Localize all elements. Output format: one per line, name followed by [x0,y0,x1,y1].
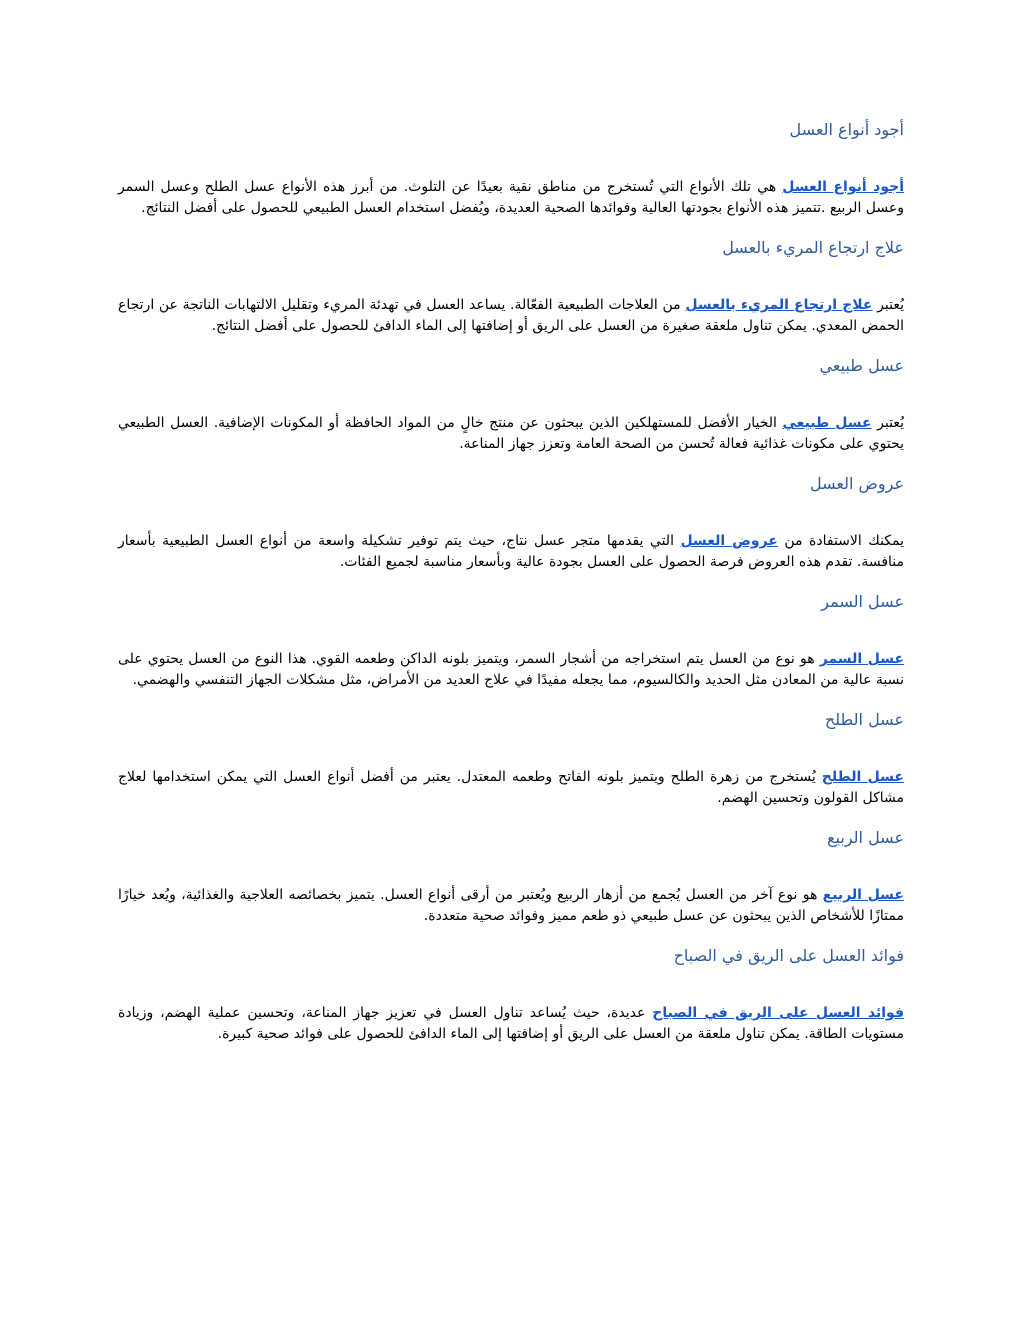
paragraph-prefix: يُعتبر [871,415,904,431]
section-spring-honey [118,826,904,927]
section-talh-honey [118,708,904,809]
section-natural-honey [118,354,904,455]
samr-honey-link[interactable]: عسل السمر [819,651,905,667]
section-honey-offers [118,472,904,573]
section-heading: أجود أنواع العسل [789,120,904,139]
best-honey-types-link[interactable]: أجود أنواع العسل [782,179,904,195]
section-heading: عروض العسل [810,474,904,493]
paragraph-text: الخيار الأفضل للمستهلكين الذين يبحثون عن منتج خالٍ من المواد الحافظة أو المكونات الإضافية. العسل الطبيعي يحتوي على مكونات غذائية فعالة تُحسن من الصحة العامة وتعزز جهاز المناعة. [118,415,904,452]
section-paragraph [118,767,904,809]
paragraph-text: التي يقدمها متجر عسل نتاج، حيث يتم توفير تشكيلة واسعة من أنواع العسل الطبيعية بأسعار منافسة. تقدم هذه العروض فرصة الحصول على العسل بجودة عالية وبأسعار مناسبة لجميع الفئات. [118,533,904,570]
morning-honey-benefits-link[interactable]: فوائد العسل على الريق في الصباح [652,1005,905,1021]
section-paragraph [118,531,904,573]
paragraph-text: عديدة، حيث يُساعد تناول العسل في تعزيز جهاز المناعة، وتحسين عملية الهضم، وزيادة مستويات الطاقة. يمكن تناول ملعقة من العسل على الريق أو إضافتها إلى الماء الدافئ للحصول على فوائد صحية كبيرة. [118,1005,904,1042]
section-best-honey-types [118,118,904,219]
paragraph-prefix: يُعتبر [872,297,905,313]
section-reflux-treatment [118,236,904,337]
section-heading: عسل الربيع [827,828,904,847]
paragraph-text: هو نوع آخر من العسل يُجمع من أزهار الربيع ويُعتبر من أرقى أنواع العسل. يتميز بخصائصه العلاجية والغذائية، ويُعد خيارًا ممتازًا للأشخاص الذين يبحثون عن عسل طبيعي ذو طعم مميز وفوائد صحية متعددة. [118,887,904,924]
paragraph-prefix: يمكنك الاستفادة من [777,533,905,549]
natural-honey-link[interactable]: عسل طبيعي [782,415,872,431]
reflux-treatment-link[interactable]: علاج ارتجاع المريء بالعسل [685,297,873,313]
paragraph-text: هو نوع من العسل يتم استخراجه من أشجار السمر، ويتميز بلونه الداكن وطعمه القوي. هذا النوع من العسل يحتوي على نسبة عالية من المعادن مثل الحديد والكالسيوم، مما يجعله مفيدًا في علاج العديد من الأمراض، مثل مشكلات الجهاز التنفسي والهضمي. [118,651,904,688]
document-content [118,118,904,1062]
section-heading: عسل طبيعي [819,356,904,375]
section-samr-honey [118,590,904,691]
section-heading: علاج ارتجاع المريء بالعسل [722,238,904,257]
section-paragraph [118,413,904,455]
paragraph-text: هي تلك الأنواع التي تُستخرج من مناطق نقية بعيدًا عن التلوث. من أبرز هذه الأنواع عسل الطلح وعسل السمر وعسل الربيع .تتميز هذه الأنواع بجودتها العالية وفوائدها الصحية العديدة، ويُفضل استخدام العسل الطبيعي للحصول على أفضل النتائج. [118,179,904,216]
section-paragraph [118,177,904,219]
section-paragraph [118,1003,904,1045]
section-paragraph [118,885,904,927]
section-morning-honey-benefits [118,944,904,1045]
section-paragraph [118,295,904,337]
section-heading: عسل الطلح [824,710,904,729]
section-paragraph [118,649,904,691]
section-heading: فوائد العسل على الريق في الصباح [673,946,904,965]
honey-offers-link[interactable]: عروض العسل [680,533,778,549]
spring-honey-link[interactable]: عسل الربيع [822,887,904,903]
paragraph-text: من العلاجات الطبيعية الفعّالة. يساعد العسل في تهدئة المريء وتقليل الالتهابات الناتجة عن ارتجاع الحمض المعدي. يمكن تناول ملعقة صغيرة من العسل على الريق أو إضافتها إلى الماء الدافئ للحصول على أفضل النتائج. [118,297,904,334]
talh-honey-link[interactable]: عسل الطلح [821,769,904,785]
paragraph-text: يُستخرج من زهرة الطلح ويتميز بلونه الفاتح وطعمه المعتدل. يعتبر من أفضل أنواع العسل التي يمكن استخدامها لعلاج مشاكل القولون وتحسين الهضم. [118,769,904,806]
section-heading: عسل السمر [821,592,904,611]
